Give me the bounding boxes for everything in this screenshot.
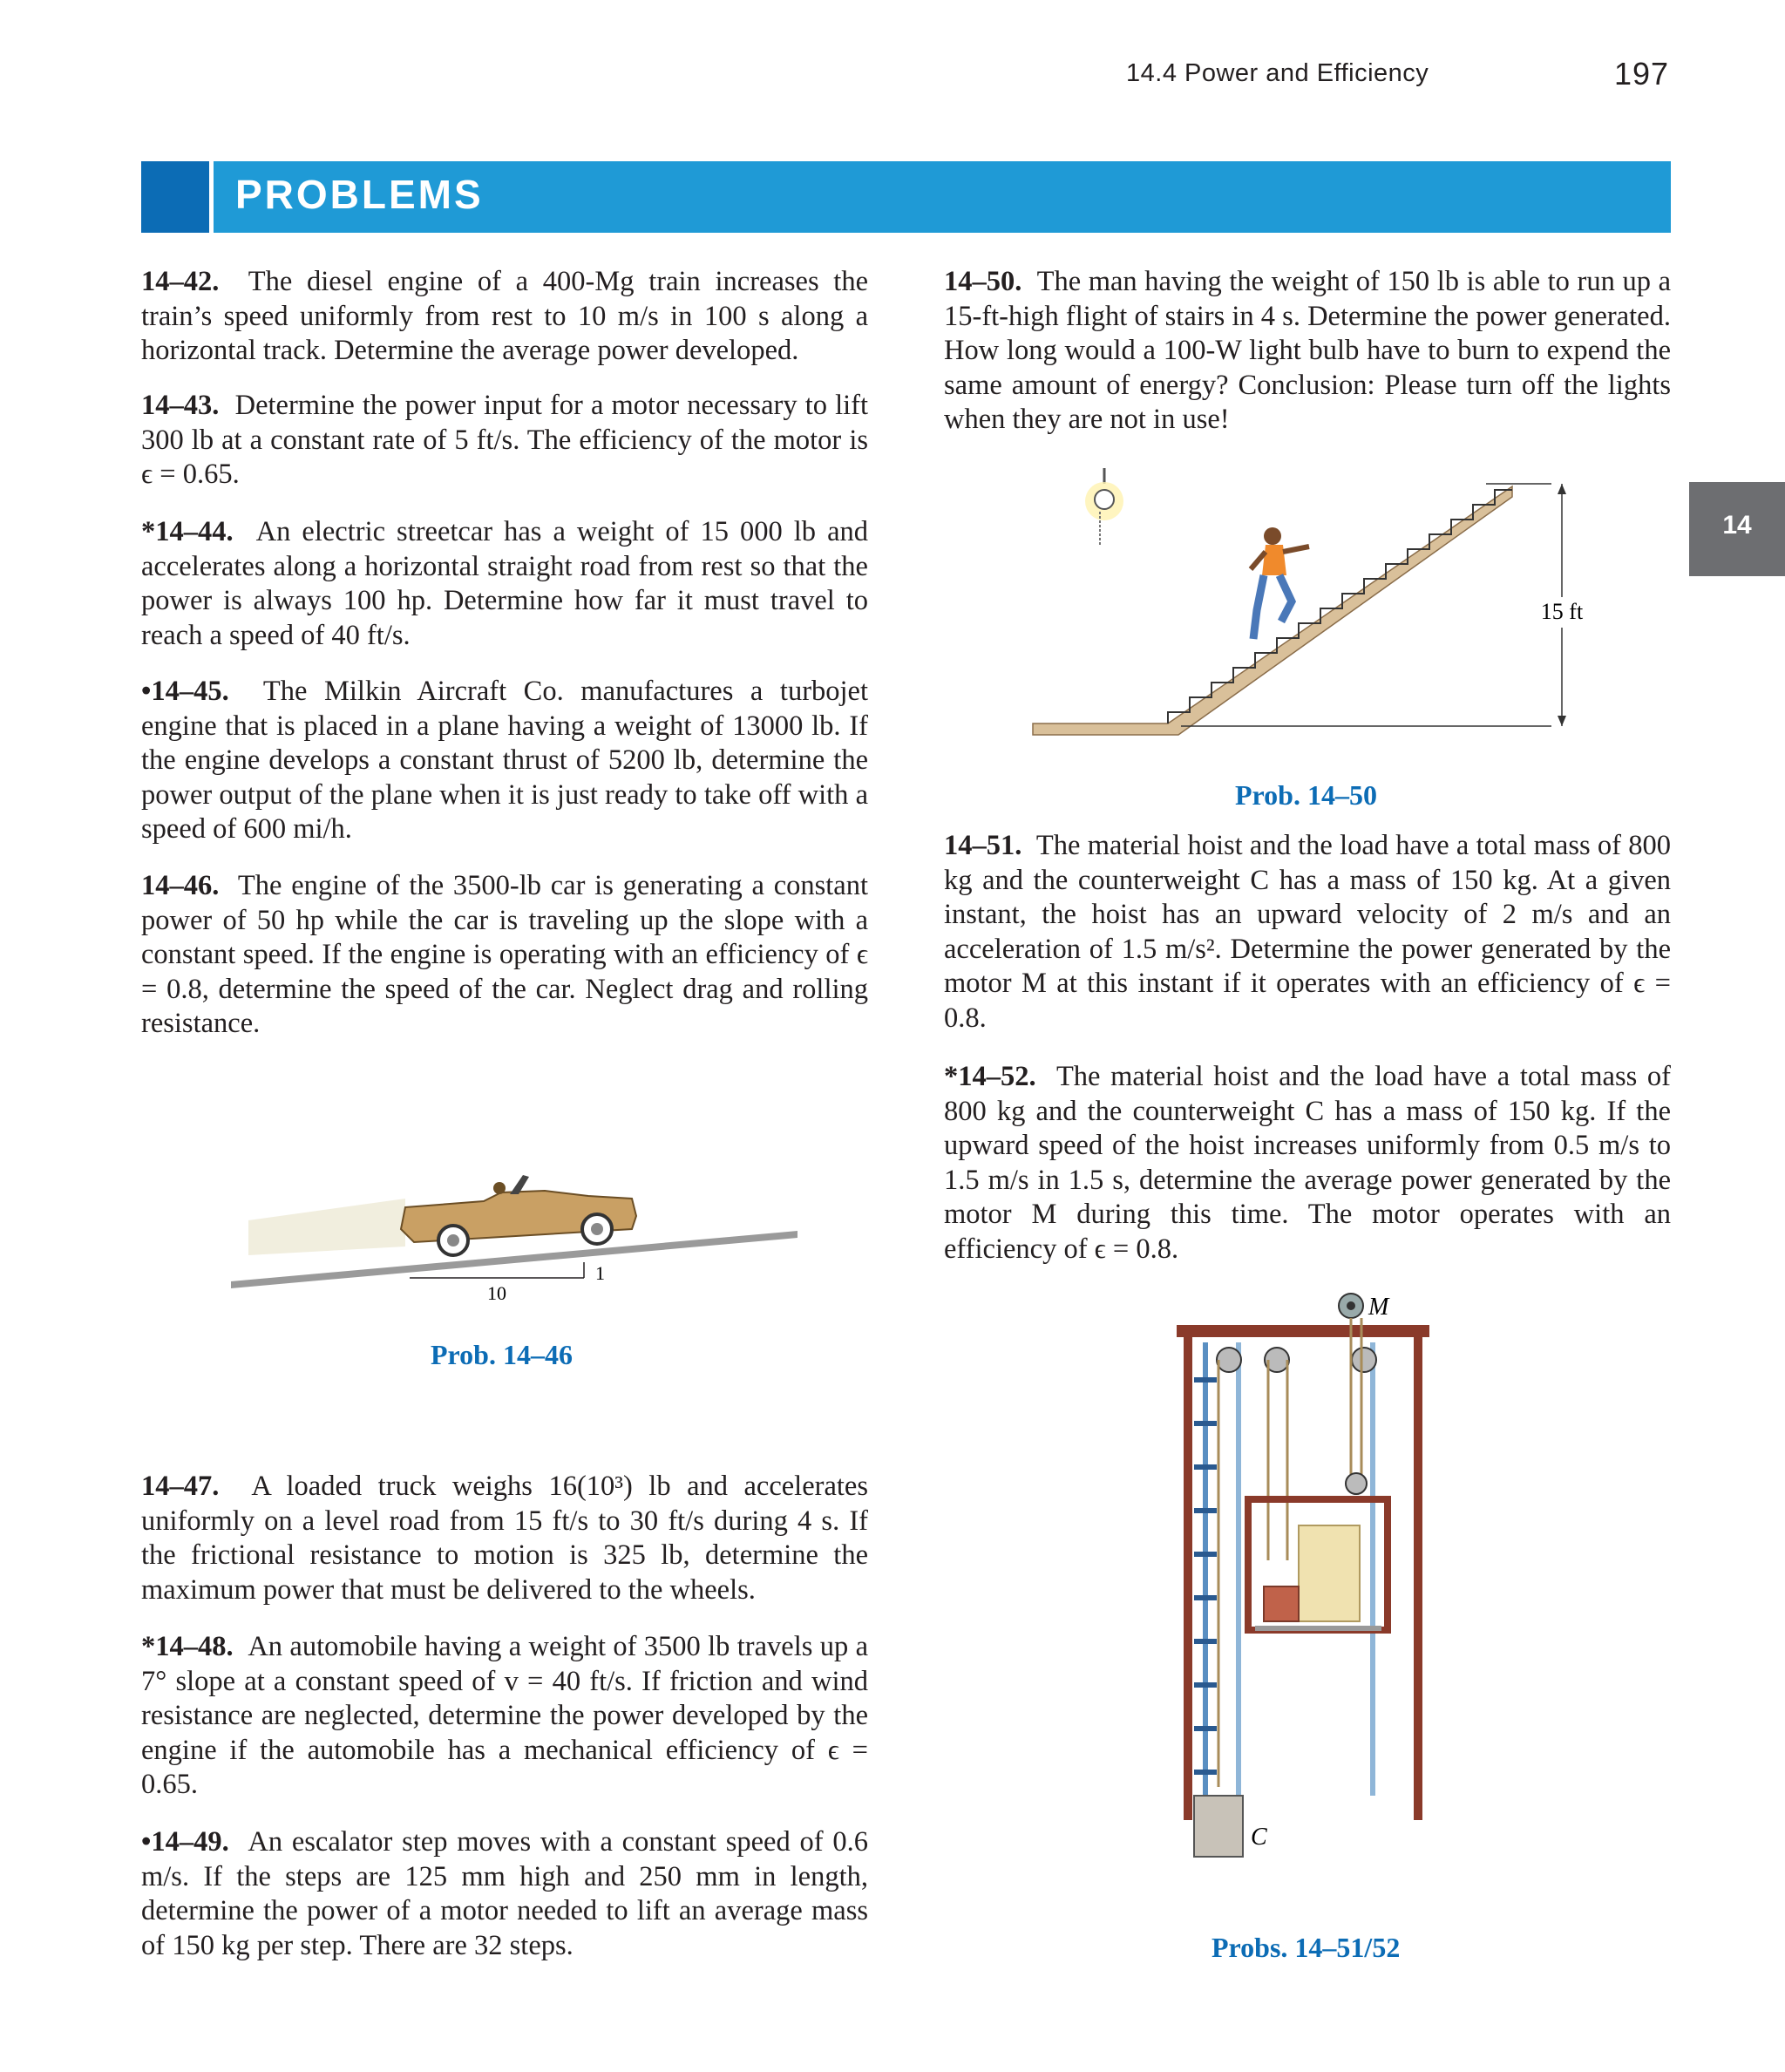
problem-14-46 <box>141 869 868 1042</box>
driver-head <box>493 1182 506 1194</box>
problem-14-49 <box>141 1825 868 1963</box>
banner-accent-block <box>141 161 209 233</box>
problem-14-50 <box>944 265 1671 438</box>
pulley-car <box>1346 1473 1367 1494</box>
front-hub <box>591 1223 603 1235</box>
problem-14-52 <box>944 1060 1671 1267</box>
motor-label: M <box>1368 1294 1389 1321</box>
rear-hub <box>447 1234 459 1247</box>
problem-text: An escalator step moves with a constant speed of 0.6 m/s. If the steps are 125 mm high and 250 mm in length, determine the power of a motor needed to lift an average mass of 150 kg per step. There are 32 steps. <box>141 1826 868 1961</box>
slope-rise-label: 1 <box>595 1262 605 1284</box>
frame-left-post <box>1184 1332 1192 1820</box>
stairs-figure <box>1028 458 1586 737</box>
page-number: 197 <box>1614 56 1670 92</box>
problem-text: The material hoist and the load have a total mass of 800 kg and the counterweight C has a mass of 150 kg. If the upward speed of the hoist increases uniformly from 0.5 m/s to 1.5 m/s in 1.5 s, determine the average power generated by the motor M during this time. The motor operates with an efficiency of ϵ = 0.8. <box>944 1061 1671 1265</box>
problem-number: 14–43. <box>141 390 220 421</box>
problem-number: 14–46. <box>141 870 220 901</box>
problem-text: An electric streetcar has a weight of 15 000 lb and accelerates along a horizontal straight road from rest so that the power is always 100 hp. Determine how far it must travel to reach a speed of 40 ft/s. <box>141 516 868 651</box>
problem-text: The man having the weight of 150 lb is able to run up a 15-ft-high flight of stairs in 4 s. Determine the power generated. How long would a 100-W light bulb have to burn to expend the same amount of energy? Conclusion: Please turn off the lights when they are not in use! <box>944 266 1671 435</box>
problem-number: 14–47. <box>141 1471 220 1502</box>
problem-text: An automobile having a weight of 3500 lb travels up a 7° slope at a constant speed of v = 40 ft/s. If friction and wind resistance are neglected, determine the power developed by the engine if the automobile has a mechanical efficiency of ϵ = 0.65. <box>141 1631 868 1800</box>
problem-text: Determine the power input for a motor necessary to lift 300 lb at a constant rate of 5 ft/s. The efficiency of the motor is ϵ = 0.65. <box>141 390 868 490</box>
problem-14-47 <box>141 1470 868 1607</box>
problem-14-43 <box>141 389 868 493</box>
dimension-arrow-up <box>1558 484 1566 494</box>
guide-rail-right <box>1370 1342 1375 1796</box>
runner-arm <box>1283 547 1309 552</box>
problem-number: 14–42. <box>141 266 220 297</box>
counterweight <box>1194 1796 1243 1857</box>
banner-divider <box>209 161 214 233</box>
frame-top-beam <box>1177 1325 1429 1337</box>
problem-text: A loaded truck weighs 16(10³) lb and accelerates uniformly on a level road from 15 ft/s to 30 ft/s during 4 s. If the frictional resistance to motion is 325 lb, determine the maximum power that must be delivered to the wheels. <box>141 1471 868 1606</box>
problem-number: 14–51. <box>944 830 1022 861</box>
running-header-section: 14.4 Power and Efficiency <box>1126 59 1429 87</box>
problem-number: •14–49. <box>141 1826 229 1858</box>
problem-number: •14–45. <box>141 676 229 707</box>
height-label: 15 ft <box>1540 599 1584 624</box>
counterweight-label: C <box>1251 1824 1267 1851</box>
problem-text: The Milkin Aircraft Co. manufactures a turbojet engine that is placed in a plane having a weight of 13000 lb. If the engine develops a constant thrust of 5200 lb, determine the power output of the plane when it is just ready to take off with a speed of 600 mi/h. <box>141 676 869 845</box>
figure-caption-14-50: Prob. 14–50 <box>1235 779 1377 811</box>
car-floor <box>1255 1626 1381 1631</box>
load-crate <box>1299 1525 1360 1621</box>
runner-head <box>1264 527 1281 545</box>
problem-14-42 <box>141 265 868 369</box>
guide-rail-left <box>1236 1342 1241 1796</box>
light-bulb-icon <box>1095 490 1114 509</box>
problem-number: *14–44. <box>141 516 234 547</box>
motor-hub <box>1347 1301 1355 1310</box>
car-on-slope-figure <box>222 1151 815 1316</box>
banner-title: PROBLEMS <box>235 172 484 217</box>
pulley-left <box>1217 1348 1241 1372</box>
problem-14-45 <box>141 675 868 847</box>
figure-caption-14-46: Prob. 14–46 <box>431 1339 573 1370</box>
material-hoist-figure <box>1168 1290 1456 1909</box>
problem-text: The material hoist and the load have a total mass of 800 kg and the counterweight C has a mass of 150 kg. At a given instant, the hoist has an upward velocity of 2 m/s and an acceleration of 1.5 m/s². Determine the power generated by the motor M at this instant if it operates with an efficiency of ϵ = 0.8. <box>944 830 1672 1034</box>
problem-text: The engine of the 3500-lb car is generating a constant power of 50 hp while the car is traveling up the slope with a constant speed. If the engine is operating with an efficiency of ϵ = 0.8, determine the speed of the car. Neglect drag and rolling resistance. <box>141 870 869 1039</box>
problem-text: The diesel engine of a 400-Mg train increases the train’s speed uniformly from rest to 10 m/s in 100 s along a horizontal track. Determine the average power developed. <box>141 266 869 366</box>
problem-14-51 <box>944 829 1671 1036</box>
problem-number: 14–50. <box>944 266 1022 297</box>
pulley-right <box>1352 1348 1376 1372</box>
chapter-tab: 14 <box>1689 482 1785 576</box>
load-box <box>1264 1586 1299 1621</box>
problem-14-44 <box>141 515 868 653</box>
problem-14-48 <box>141 1630 868 1803</box>
dimension-arrow-down <box>1558 716 1566 726</box>
figure-caption-14-51-52: Probs. 14–51/52 <box>1211 1932 1401 1963</box>
slope-run-label: 10 <box>487 1282 506 1304</box>
motion-blur <box>248 1199 405 1255</box>
problem-number: *14–52. <box>944 1061 1036 1092</box>
problem-number: *14–48. <box>141 1631 234 1662</box>
frame-right-post <box>1414 1332 1422 1820</box>
